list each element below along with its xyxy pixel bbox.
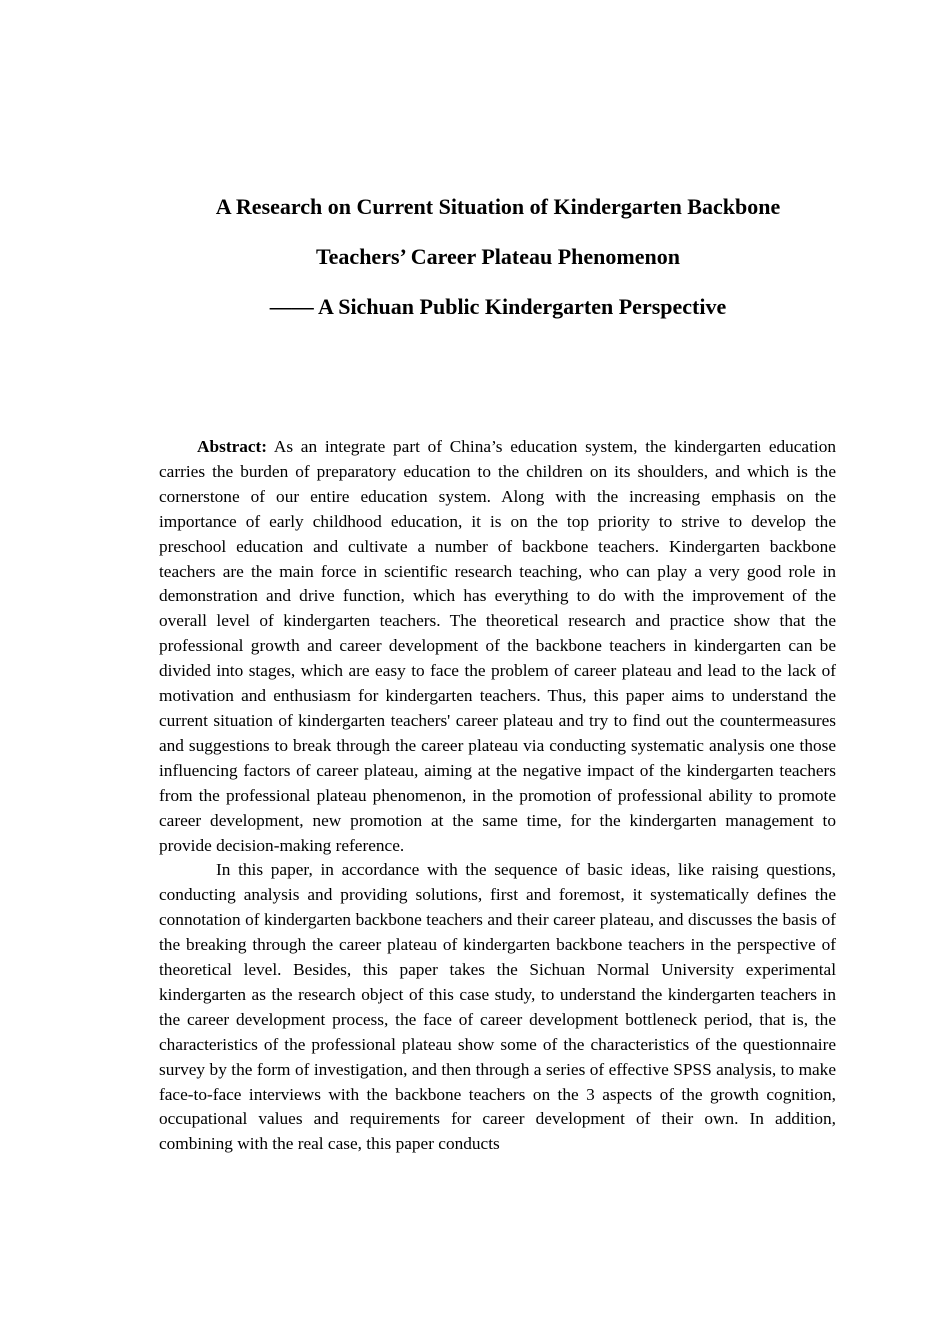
abstract-paragraph-1	[159, 435, 836, 858]
abstract-section	[159, 435, 836, 1157]
title-line-1: A Research on Current Situation of Kindergarten Backbone	[215, 194, 781, 219]
abstract-paragraph-1-text: As an integrate part of China’s education system, the kindergarten education carries the burden of preparatory education to the children on its shoulders, and which is the cornerstone of our entire education system. Along with the increasing emphasis on the importance of early childhood education, it is on the top priority to strive to develop the preschool education and cultivate a number of backbone teachers. Kindergarten backbone teachers are the main force in scientific research teaching, who can play a very good role in demonstration and drive function, which has everything to do with the improvement of the overall level of kindergarten teachers. The theoretical research and practice show that the professional growth and career development of the backbone teachers in kindergarten can be divided into stages, which are easy to face the problem of career plateau and lead to the lack of motivation and enthusiasm for kindergarten teachers. Thus, this paper aims to understand the current situation of kindergarten teachers' career plateau and try to find out the countermeasures and suggestions to break through the career plateau via conducting systematic analysis one those influencing factors of career plateau, aiming at the negative impact of the kindergarten teachers from the professional plateau phenomenon, in the promotion of professional ability to promote career development, new promotion at the same time, for the kindergarten management to provide decision-making reference.	[159, 437, 836, 855]
paper-title	[0, 195, 950, 345]
abstract-label: Abstract:	[197, 437, 268, 456]
abstract-paragraph-2: In this paper, in accordance with the sequence of basic ideas, like raising questions, conducting analysis and providing solutions, first and foremost, it systematically defines the connotation of kindergarten backbone teachers and their career plateau, and discusses the basis of the breaking through the career plateau of kindergarten backbone teachers in the perspective of theoretical level. Besides, this paper takes the Sichuan Normal University experimental kindergarten as the research object of this case study, to understand the kindergarten teachers in the career development process, the face of career development bottleneck period, that is, the characteristics of the professional plateau show some of the characteristics of the questionnaire survey by the form of investigation, and then through a series of effective SPSS analysis, to make face-to-face interviews with the backbone teachers on the 3 aspects of the growth cognition, occupational values and requirements for career development of their own. In addition, combining with the real case, this paper conducts	[159, 860, 836, 1154]
subtitle-line: —— A Sichuan Public Kindergarten Perspective	[269, 294, 727, 319]
title-line-2: Teachers’ Career Plateau Phenomenon	[316, 244, 680, 269]
